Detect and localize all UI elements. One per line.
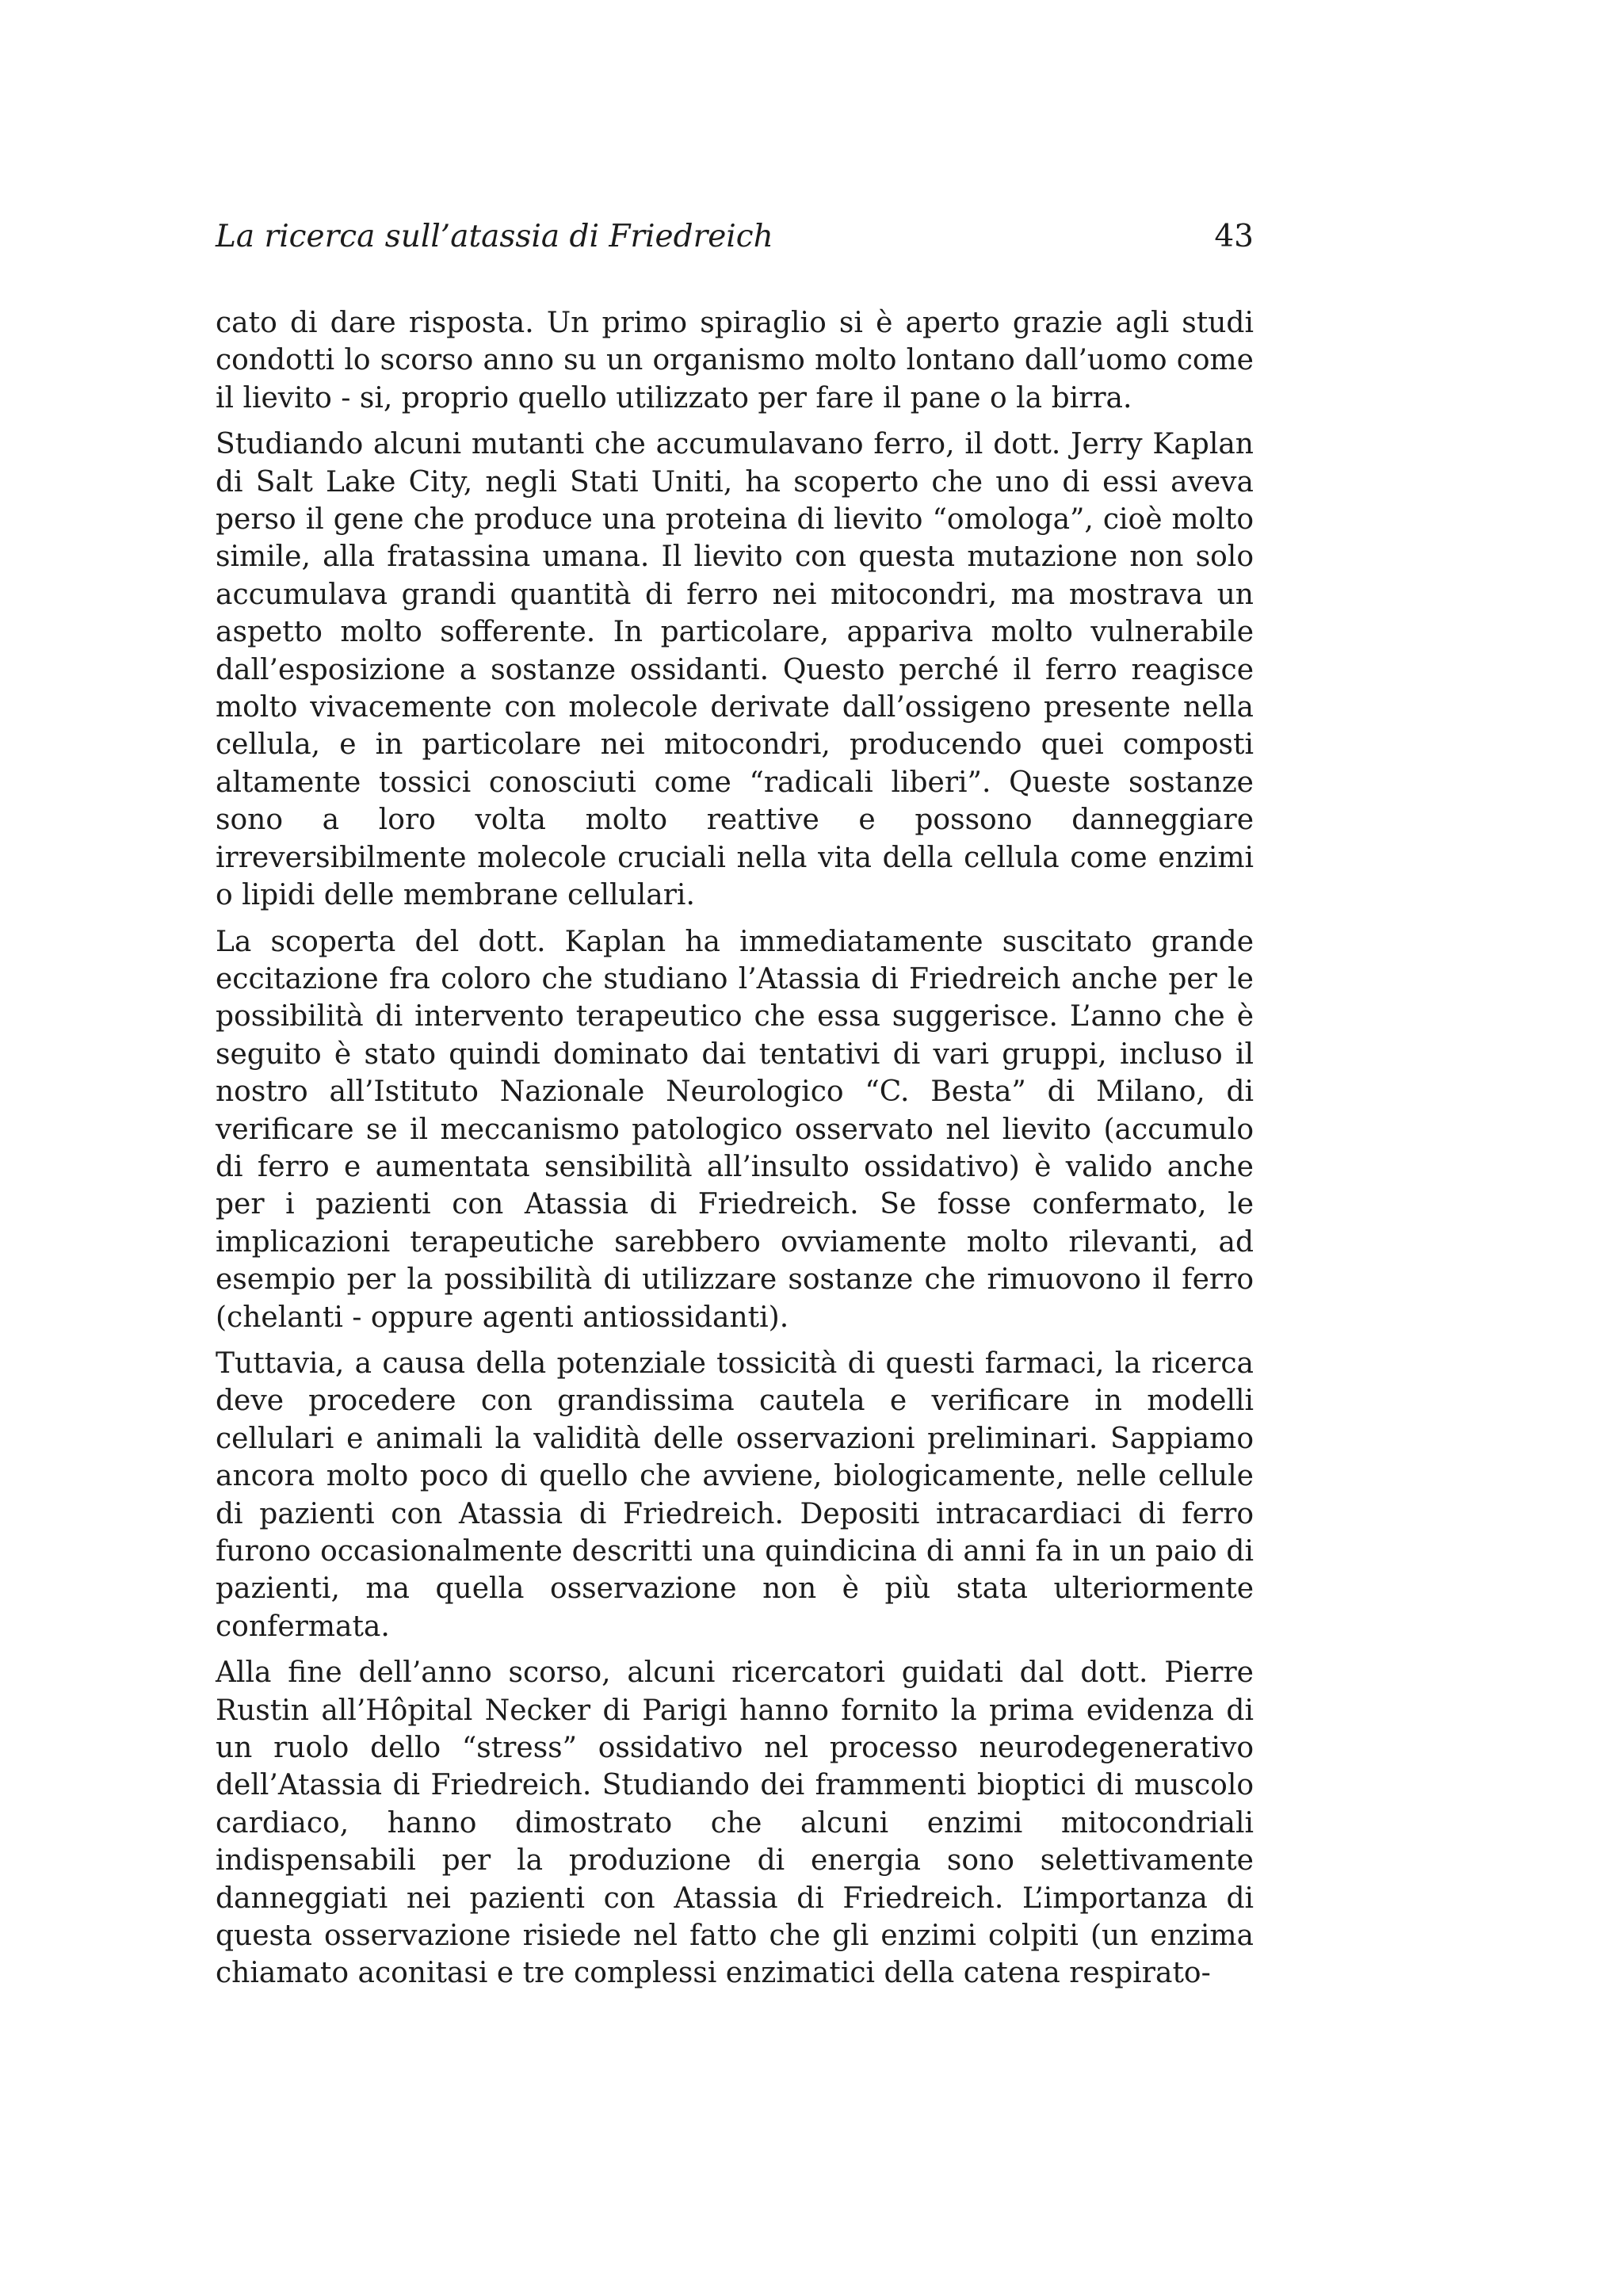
- paragraph: Studiando alcuni mutanti che accumulavano ferro, il dott. Jerry Kaplan di Salt Lake City, negli Stati Uniti, ha scoperto che uno di essi aveva perso il gene che produce una proteina di lievito “omologa”, cioè molto simile, alla fratassina umana. Il lievito con questa mutazione non solo accumulava grandi quantità di ferro nei mitocondri, ma mostrava un aspetto molto sofferente. In particolare, appariva molto vulnerabile dall’esposizione a sostanze ossidanti. Questo perché il ferro reagisce molto vivacemente con molecole derivate dall’ossigeno presente nella cellula, e in particolare nei mitocondri, producendo quei composti altamente tossici conosciuti come “radicali liberi”. Queste sostanze sono a loro volta molto reattive e possono danneggiare irreversibilmente molecole cruciali nella vita della cellula come enzimi o lipidi delle membrane cellulari.: [216, 428, 1254, 912]
- page-number: 43: [1214, 219, 1254, 254]
- body-text: [216, 304, 1254, 2001]
- paragraph: Tuttavia, a causa della potenziale tossicità di questi farmaci, la ricerca deve procedere con grandissima cautela e verificare in modelli cellulari e animali la validità delle osservazioni preliminari. Sappiamo ancora molto poco di quello che avviene, biologicamente, nelle cellule di pazienti con Atassia di Friedreich. Depositi intracardiaci di ferro furono occasionalmente descritti una quindicina di anni fa in un paio di pazienti, ma quella osservazione non è più stata ulteriormente confermata.: [216, 1347, 1254, 1643]
- running-header: [216, 219, 1254, 266]
- running-title: La ricerca sull’atassia di Friedreich: [216, 219, 773, 254]
- paragraph: La scoperta del dott. Kaplan ha immediatamente suscitato grande eccitazione fra coloro che studiano l’Atassia di Friedreich anche per le possibilità di intervento terapeutico che essa suggerisce. L’anno che è seguito è stato quindi dominato dai tentativi di vari gruppi, incluso il nostro all’Istituto Nazionale Neurologico “C. Besta” di Milano, di verificare se il meccanismo patologico osservato nel lievito (accumulo di ferro e aumentata sensibilità all’insulto ossidativo) è valido anche per i pazienti con Atassia di Friedreich. Se fosse confermato, le implicazioni terapeutiche sarebbero ovviamente molto rilevanti, ad esempio per la possibilità di utilizzare sostanze che rimuovono il ferro (chelanti - oppure agenti antiossidanti).: [216, 925, 1254, 1334]
- paragraph: cato di dare risposta. Un primo spiraglio si è aperto grazie agli studi condotti lo scorso anno su un organismo molto lontano dall’uomo come il lievito - si, proprio quello utilizzato per fare il pane o la birra.: [216, 307, 1254, 415]
- paragraph: Alla fine dell’anno scorso, alcuni ricercatori guidati dal dott. Pierre Rustin all’Hôpital Necker di Parigi hanno fornito la prima evidenza di un ruolo dello “stress” ossidativo nel processo neurodegenerativo dell’Atassia di Friedreich. Studiando dei frammenti bioptici di muscolo cardiaco, hanno dimostrato che alcuni enzimi mitocondriali indispensabili per la produzione di energia sono selettivamente danneggiati nei pazienti con Atassia di Friedreich. L’importanza di questa osservazione risiede nel fatto che gli enzimi colpiti (un enzima chiamato aconitasi e tre complessi enzimatici della catena respirato-: [216, 1656, 1254, 1990]
